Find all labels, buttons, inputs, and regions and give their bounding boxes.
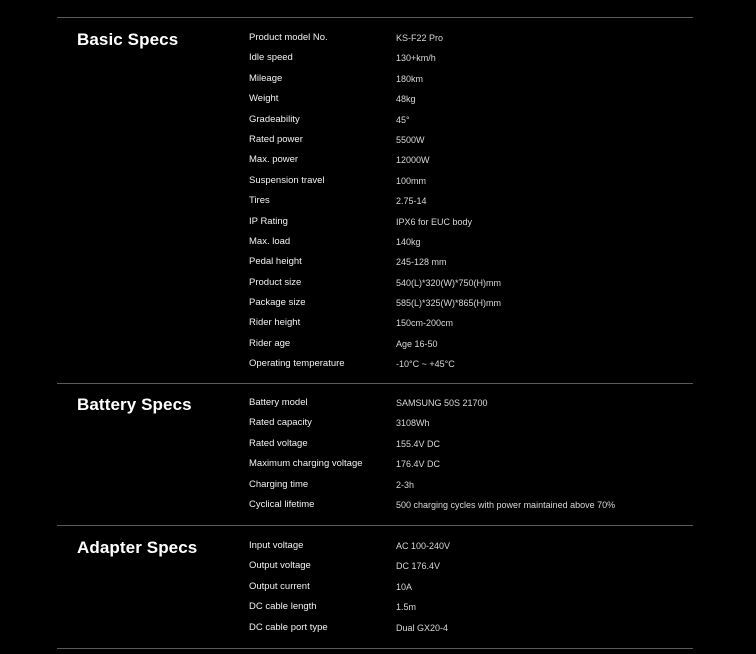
spec-label: Pedal height — [249, 256, 302, 268]
spec-label: Tires — [249, 195, 270, 207]
spec-value: 45° — [396, 114, 410, 125]
spec-value: 12000W — [396, 155, 430, 166]
spec-row — [0, 581, 756, 601]
spec-value: 245-128 mm — [396, 257, 447, 268]
spec-row — [0, 297, 756, 317]
spec-row — [0, 317, 756, 337]
spec-label: Product model No. — [249, 32, 328, 43]
spec-row — [0, 32, 756, 52]
spec-value: 540(L)*320(W)*750(H)mm — [396, 277, 502, 288]
spec-row — [0, 175, 756, 195]
spec-label: Max. load — [249, 235, 291, 247]
spec-row — [0, 195, 756, 215]
spec-row — [0, 73, 756, 93]
spec-value: 2-3h — [396, 479, 415, 490]
spec-row — [0, 458, 756, 478]
spec-table — [0, 32, 756, 379]
spec-label: Idle speed — [249, 52, 293, 64]
spec-label: Mileage — [249, 72, 283, 84]
spec-label: Maximum charging voltage — [249, 458, 363, 470]
spec-value: AC 100-240V — [396, 541, 451, 551]
spec-label: Gradeability — [249, 113, 300, 125]
spec-row — [0, 277, 756, 297]
spec-table — [0, 397, 756, 519]
spec-row — [0, 256, 756, 276]
spec-row — [0, 338, 756, 358]
spec-label: Weight — [249, 93, 279, 105]
spec-label: DC cable port type — [249, 621, 328, 633]
spec-row — [0, 540, 756, 560]
spec-value: 176.4V DC — [396, 459, 441, 470]
spec-label: Rider age — [249, 337, 291, 349]
spec-value: 130+km/h — [396, 53, 436, 64]
divider-basic-battery — [57, 383, 693, 384]
spec-label: DC cable length — [249, 601, 317, 613]
spec-row — [0, 438, 756, 458]
spec-value: IPX6 for EUC body — [396, 216, 473, 227]
spec-value: 180km — [396, 73, 424, 84]
spec-label: Rated capacity — [249, 417, 312, 429]
spec-value: 3108Wh — [396, 418, 430, 429]
spec-row — [0, 601, 756, 621]
spec-label: Max. power — [249, 154, 299, 166]
spec-label: Product size — [249, 276, 302, 288]
bottom-divider — [57, 648, 693, 649]
spec-value: 10A — [396, 581, 413, 592]
spec-label: Input voltage — [249, 540, 304, 551]
spec-row — [0, 397, 756, 417]
spec-value: 48kg — [396, 94, 416, 105]
spec-label: Rated power — [249, 133, 303, 145]
spec-label: Rider height — [249, 317, 301, 329]
section-title: Battery Specs — [77, 395, 192, 414]
spec-label: Output current — [249, 580, 310, 592]
spec-label: Output voltage — [249, 560, 311, 572]
spec-label: Battery model — [249, 397, 308, 408]
spec-label: IP Rating — [249, 215, 288, 227]
spec-row — [0, 560, 756, 580]
spec-label: Suspension travel — [249, 174, 325, 186]
spec-value: KS-F22 Pro — [396, 33, 444, 43]
divider-battery-adapter — [57, 525, 693, 526]
spec-value: 1.5m — [396, 602, 417, 613]
spec-label: Rated voltage — [249, 437, 308, 449]
spec-row — [0, 236, 756, 256]
spec-row — [0, 622, 756, 642]
spec-value: 150cm-200cm — [396, 318, 454, 329]
spec-label: Package size — [249, 297, 306, 309]
spec-row — [0, 479, 756, 499]
spec-value: Dual GX20-4 — [396, 622, 449, 633]
spec-value: 100mm — [396, 175, 427, 186]
spec-value: 140kg — [396, 236, 421, 247]
spec-row — [0, 134, 756, 154]
spec-value: -10°C ~ +45°C — [396, 359, 455, 370]
spec-value: Age 16-50 — [396, 338, 438, 349]
spec-row — [0, 358, 756, 378]
spec-table — [0, 540, 756, 642]
spec-row — [0, 499, 756, 519]
spec-row — [0, 114, 756, 134]
spec-value: DC 176.4V — [396, 561, 441, 572]
spec-row — [0, 216, 756, 236]
spec-label: Charging time — [249, 478, 309, 490]
spec-value: SAMSUNG 50S 21700 — [396, 398, 488, 408]
spec-label: Cyclical lifetime — [249, 498, 315, 510]
spec-row — [0, 417, 756, 437]
spec-label: Operating temperature — [249, 358, 345, 370]
section-title: Adapter Specs — [77, 538, 198, 557]
spec-row — [0, 93, 756, 113]
spec-value: 155.4V DC — [396, 438, 441, 449]
spec-value: 5500W — [396, 134, 425, 145]
section-title: Basic Specs — [77, 30, 179, 49]
spec-row — [0, 154, 756, 174]
spec-value: 500 charging cycles with power maintained above 70% — [396, 499, 616, 510]
spec-row — [0, 52, 756, 72]
spec-value: 2.75-14 — [396, 196, 427, 207]
spec-value: 585(L)*325(W)*865(H)mm — [396, 298, 502, 309]
top-divider — [57, 17, 693, 18]
